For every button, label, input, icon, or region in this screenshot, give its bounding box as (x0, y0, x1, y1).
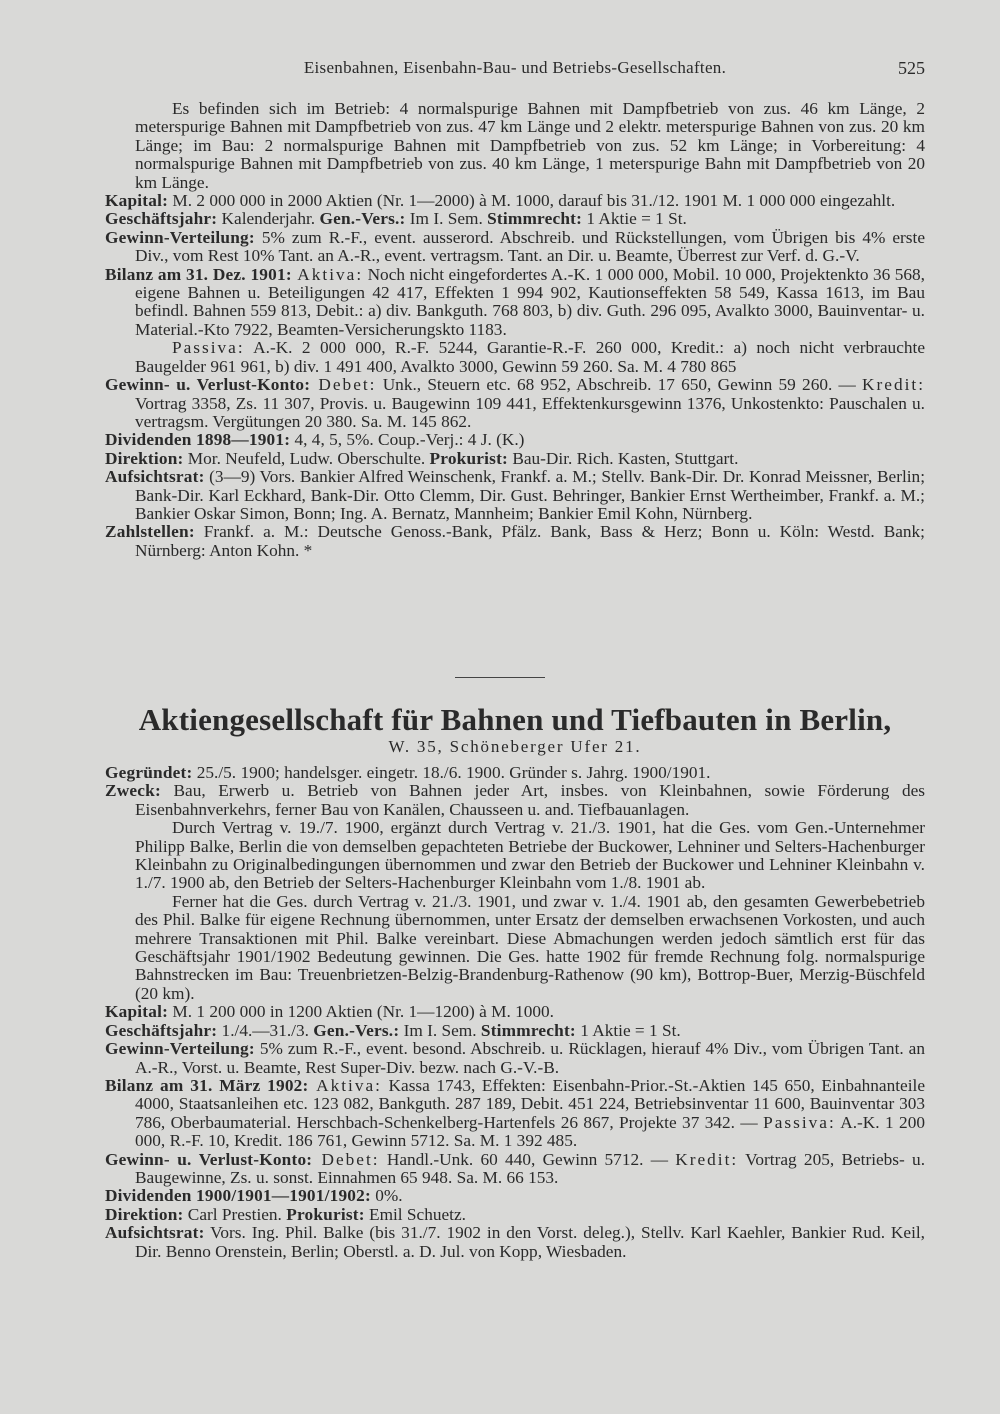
field-label: Aufsichtsrat: (105, 1223, 205, 1243)
running-header (105, 58, 925, 82)
field-label: Gewinn-Verteilung: (105, 1039, 255, 1059)
field-label: Dividenden 1900/1901—1901/1902: (105, 1186, 371, 1206)
field-text: Frankf. a. M.: Deutsche Genoss.-Bank, Pfälz. Bank, Bass & Herz; Bonn u. Köln: Westd. Bank; Nürnberg: Anton Kohn. * (135, 522, 925, 560)
field-text: A.-K. 1 200 000, R.-F. 10, Kredit. 186 761, Gewinn 5712. Sa. M. 1 392 485. (135, 1112, 925, 1151)
field-label: Direktion: (105, 1204, 184, 1224)
field-text: A.-K. 2 000 000, R.-F. 5244, Garantie-R.-F. 260 000, Kredit.: a) noch nicht verbrauchte Baugelder 961 961, b) div. 1 491 400, Avalkto 3000, Gewinn 59 260. Sa. M. 4 780 865 (135, 338, 925, 376)
company-title: Aktiengesellschaft für Bahnen und Tiefbauten in Berlin, (138, 702, 892, 737)
field-label: Kapital: (105, 191, 169, 211)
spaced-label: Passiva: (763, 1112, 836, 1132)
field-label: Geschäftsjahr: (105, 209, 218, 229)
field-text: (3—9) Vors. Bankier Alfred Weinschenk, Frankf. a. M.; Stellv. Bank-Dir. Dr. Konrad Meissner, Berlin; Bank-Dir. Karl Eckhard, Bank-Dir. Otto Clemm, Dir. Gust. Behringer, Bankier Ernst Wertheimber, Frankf. a. M.; Bankier Oskar Simon, Bonn; Ing. A. Bernatz, Mannheim; Bankier Emil Kohn, Nürnberg. (135, 467, 925, 523)
entry-paragraph (105, 1223, 925, 1261)
field-label: Stimmrecht: (480, 1020, 576, 1040)
company-address: W. 35, Schöneberger Ufer 21. (388, 737, 642, 756)
sub-paragraph (135, 339, 925, 376)
field-label: Kapital: (105, 1002, 169, 1022)
entry-paragraph (105, 1075, 925, 1151)
field-text: M. 1 200 000 in 1200 Aktien (Nr. 1—1200) à M. 1000. (168, 1002, 554, 1022)
field-text: Kassa 1743, Effekten: Eisenbahn-Prior.-St.-Aktien 145 650, Einbahnanteile 4000, Staatsanleihen etc. 123 082, Bankguth. 287 189, Debit. 451 224, Betriebsinventar 11 600, Bauinventar 303 786, Oberbaumaterial. Herschbach-Schenkelberg-Hartenfels 26 867, Projekte 37 342. — (135, 1075, 925, 1132)
field-text: Durch Vertrag v. 19./7. 1900, ergänzt durch Vertrag v. 21./3. 1901, hat die Ges. vom Gen.-Unternehmer Philipp Balke, Berlin die von demselben gepachteten Betriebe der Buckower, Lehniner und Selters-Hachenburger Kleinbahn zu Originalbedingungen übernommen und zwar den Betrieb der Buckower und Lehniner Kleinbahn v. 1./7. 1900 ab, den Betrieb der Selters-Hachenburger Kleinbahn vom 1./8. 1901 ab. (135, 818, 925, 893)
entry-paragraph (105, 430, 925, 450)
field-text: Unk., Steuern etc. 68 952, Abschreib. 17 650, Gewinn 59 260. — (376, 375, 863, 395)
spaced-label: Kredit: (675, 1149, 739, 1169)
field-text: Ferner hat die Ges. durch Vertrag v. 21./3. 1901, und zwar v. 1./4. 1901 ab, den gesamten Gewerbebetrieb des Phil. Balke für eigene Rechnung übernommen, unter Ersatz der demselben erwachsenen Vorkosten, und auch mehrere Transaktionen mit Phil. Balke vereinbart. Diese Abmachungen werden jedoch sämtlich erst für das Geschäftsjahr 1901/1902 Bedeutung gewinnen. Die Ges. hatte 1902 für fremde Rechnung folg. normalspurige Bahnstrecken im Bau: Treuenbrietzen-Belzig-Brandenburg-Rathenow (90 km), Bottrop-Buer, Merzig-Büschfeld (20 km). (135, 891, 925, 1003)
field-text: Noch nicht eingefordertes A.-K. 1 000 000, Mobil. 10 000, Projektenkto 36 568, eigene Bahnen u. Beteiligungen 42 417, Effekten 1 994 902, Kautionseffekten 58 549, Kassa 1613, im Bau befindl. Bahnen 559 813, Debit.: a) div. Bankguth. 768 803, b) div. Guth. 296 095, Avalkto 3000, Bauinventar- u. Material.-Kto 7922, Beamten-Versicherungskto 1183. (135, 264, 926, 339)
running-title: Eisenbahnen, Eisenbahn-Bau- und Betriebs-Gesellschaften. (303, 58, 727, 77)
entry-paragraph (105, 1204, 925, 1224)
field-text: 1./4.—31./3. (217, 1020, 314, 1040)
entry-paragraph (105, 1039, 925, 1077)
field-text: Es befinden sich im Betrieb: 4 normalspurige Bahnen mit Dampfbetrieb von zus. 46 km Länge, 2 meterspurige Bahnen mit Dampfbetrieb von zus. 47 km Länge und 2 elektr. meterspurige Bahnen von zus. 20 km Länge; im Bau: 2 normalspurige Bahnen mit Dampfbetrieb von zus. 52 km Länge; in Vorbereitung: 4 normalspurige Bahnen mit Dampfbetrieb von zus. 40 km Länge, 1 meterspurige Bahn mit Dampfbetrieb von 20 km Länge. (135, 99, 925, 192)
field-label: Stimmrecht: (487, 209, 583, 229)
field-text: 1 Aktie = 1 St. (575, 1020, 681, 1040)
field-label: Bilanz am 31. Dez. 1901: (105, 264, 292, 284)
field-text: Handl.-Unk. 60 440, Gewinn 5712. — (379, 1149, 676, 1169)
field-label: Gegründet: (105, 763, 193, 782)
field-label: Gewinn- u. Verlust-Konto: (105, 375, 311, 395)
sub-paragraph (135, 100, 925, 192)
field-text: 0%. (370, 1186, 403, 1206)
entry-paragraph (105, 467, 925, 523)
entry-paragraph (105, 264, 926, 340)
field-text: Vors. Ing. Phil. Balke (bis 31./7. 1902 in den Vorst. deleg.), Stellv. Karl Kaehler, Bankier Rud. Keil, Dir. Benno Orenstein, Berlin; Oberstl. a. D. Jul. von Kopp, Wiesbaden. (135, 1223, 925, 1261)
field-label: Zweck: (105, 781, 161, 801)
spaced-label: Debet: (312, 1149, 380, 1169)
field-text: Emil Schuetz. (364, 1204, 466, 1224)
field-label: Bilanz am 31. März 1902: (105, 1075, 309, 1095)
field-label: Geschäftsjahr: (105, 1020, 218, 1040)
field-label: Prokurist: (286, 1204, 365, 1224)
entry-paragraph (105, 1149, 926, 1188)
entry-paragraph (105, 191, 925, 211)
field-label: Gen.-Vers.: (319, 209, 406, 229)
entry-paragraph (105, 448, 925, 468)
field-label: Dividenden 1898—1901: (105, 430, 291, 450)
field-text: Bau-Dir. Rich. Kasten, Stuttgart. (508, 448, 739, 468)
section-company-entry (105, 763, 926, 1261)
entry-paragraph (105, 209, 925, 229)
field-label: Prokurist: (429, 448, 509, 468)
entry-paragraph (105, 227, 925, 266)
field-label: Gewinn- u. Verlust-Konto: (105, 1149, 313, 1169)
field-text: M. 2 000 000 in 2000 Aktien (Nr. 1—2000) à M. 1000, darauf bis 31./12. 1901 M. 1 000 000 eingezahlt. (168, 191, 896, 211)
field-text: Carl Prestien. (183, 1204, 287, 1224)
entry-paragraph (105, 1020, 925, 1040)
entry-paragraph (105, 1186, 925, 1206)
entry-paragraph (105, 763, 925, 782)
field-text: Im I. Sem. (399, 1020, 481, 1040)
sub-paragraph (135, 893, 925, 1003)
section-previous-company (105, 99, 926, 560)
entry-paragraph (105, 1002, 925, 1022)
field-text: Kalenderjahr. (217, 209, 320, 229)
field-label: Aufsichtsrat: (105, 467, 205, 487)
field-text: Mor. Neufeld, Ludw. Oberschulte. (183, 448, 430, 468)
field-text: Vortrag 205, Betriebs- u. Baugewinne, Zs. u. sonst. Einnahmen 65 948. Sa. M. 66 153. (135, 1149, 926, 1187)
field-text: 1 Aktie = 1 St. (582, 209, 687, 229)
field-text: 5% zum R.-F., event. ausserord. Abschreib. und Rückstellungen, vom Übrigen bis 4% erste Div., vom Rest 10% Tant. an A.-R., event. vertragsm. Tant. an Dir. u. Beamte, Überrest zur Verf. d. G.-V. (135, 227, 925, 266)
page-number: 525 (898, 58, 925, 78)
field-text: 25./5. 1900; handelsger. eingetr. 18./6. 1900. Gründer s. Jahrg. 1900/1901. (192, 763, 711, 782)
entry-paragraph (105, 781, 925, 819)
spaced-label: Aktiva: (291, 264, 364, 284)
field-label: Gewinn-Verteilung: (105, 227, 255, 247)
field-label: Zahlstellen: (105, 522, 195, 542)
spaced-label: Debet: (310, 375, 377, 395)
field-text: Vortrag 3358, Zs. 11 307, Provis. u. Baugewinn 109 441, Effektenkursgewinn 1376, Unkostenkto: Pauschalen u. vertragsm. Vergütungen 20 380. Sa. M. 145 862. (135, 393, 925, 431)
spaced-label: Aktiva: (308, 1075, 382, 1095)
sub-paragraph (135, 819, 925, 893)
field-label: Gen.-Vers.: (313, 1020, 400, 1040)
field-label: Direktion: (105, 448, 184, 468)
field-text: Im I. Sem. (405, 209, 488, 229)
spaced-label: Passiva: (172, 338, 245, 358)
field-text: Bau, Erwerb u. Betrieb von Bahnen jeder Art, insbes. von Kleinbahnen, sowie Förderung des Eisenbahnverkehrs, ferner Bau von Kanälen, Chausseen u. and. Tiefbauanlagen. (135, 781, 925, 819)
section-divider (455, 677, 545, 678)
spaced-label: Kredit: (862, 375, 925, 395)
field-text: 4, 4, 5, 5%. Coup.-Verj.: 4 J. (K.) (290, 430, 525, 450)
entry-paragraph (105, 522, 925, 560)
entry-paragraph (105, 375, 925, 431)
field-text: 5% zum R.-F., event. besond. Abschreib. u. Rücklagen, hierauf 4% Div., vom Übrigen Tant. an A.-R., Vorst. u. Beamte, Rest Super-Div. bezw. nach G.-V.-B. (135, 1039, 925, 1077)
